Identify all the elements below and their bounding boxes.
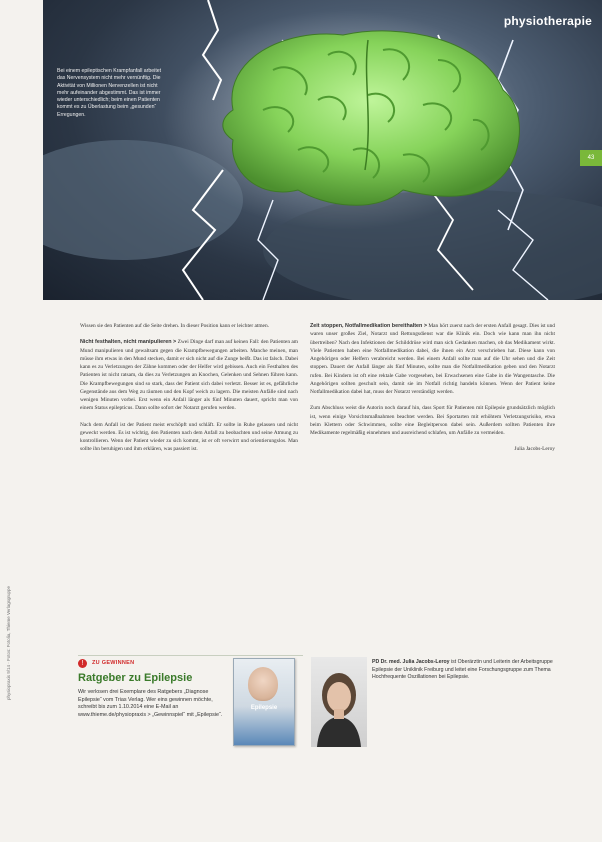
author-bio-text: ist Oberärztin und Leiterin der Arbeitsgruppe Epilepsie der Uniklinik Freiburg und leitet eine Forschungsgruppe zum Thema Hochfrequente Oszillationen bei Epilepsie. — [372, 659, 553, 681]
hero-image — [43, 0, 602, 300]
paragraph — [80, 338, 298, 412]
side-credit: physiopraxis 9/14 · Fotos: Fotolia, Thieme Verlagsgruppe — [6, 586, 11, 700]
paragraph-text: Wissen sie den Patienten auf die Seite drehen. In dieser Position kann er leichter atmen. — [80, 323, 269, 329]
page-number: 43 — [580, 150, 602, 166]
paragraph — [310, 404, 555, 437]
giveaway-tag: ZU GEWINNEN — [92, 660, 135, 666]
paragraph-text: Zwei Dinge darf man auf keinen Fall: den Patienten am Mund manipulieren und gewaltsam gegen die Krampfbewegungen arbeiten. Manche meinen, man müsse ihm etwas in den Mund stecken, damit er sich nicht auf die Zunge beißt. Das ist falsch. Dabei kann es zu Verletzungen der Zähne kommen oder der Helfer wird gebissen. Auch ein Festhalten des Patienten ist nicht ratsam, da dies zu Verletzungen an Knochen, Gelenken und Sehnen führen kann. Die Krampfbewegungen sind so stark, dass der Patient sich dabei verletzt. Besser ist es, gefährliche Gegenstände aus dem Weg zu räumen und den Kopf weich zu lagern. Die meisten Anfälle sind nach wenigen Minuten vorbei. Erst wenn ein Anfall länger als fünf Minuten dauert, spricht man von einem Status epilepticus. Dann sollte sofort der Notarzt gerufen werden. — [80, 339, 298, 412]
paragraph-text: Zum Abschluss weist die Autorin noch darauf hin, dass Sport für Patienten mit Epilepsie grundsätzlich möglich ist, wenn einige Vorsichtsmaßnahmen beachtet werden. Bei Sportarten mit erhöhtem Verletzungsrisiko, etwa beim Klettern oder Schwimmen, sollte eine Begleitperson dabei sein. Außerdem sollten Patienten ihre Medikamente regelmäßig einnehmen und ausreichend schlafen, um Anfälle zu vermeiden. — [310, 405, 555, 436]
book-cover-photo — [248, 667, 278, 701]
giveaway-box — [78, 655, 303, 748]
paragraph — [80, 322, 298, 330]
subheading: Nicht festhalten, nicht manipulieren > — [80, 339, 177, 346]
paragraph — [310, 322, 555, 396]
giveaway-title: Ratgeber zu Epilepsie — [78, 672, 193, 684]
author-signature: Julia Jacobs-Leroy — [514, 446, 555, 453]
book-cover — [233, 658, 295, 746]
author-portrait — [311, 657, 367, 747]
paragraph-text: Man hört zuerst nach der ersten Anfall gesagt. Dies ist und waren unser großes Ziel, Notarzt und Rettungsdienst war die Klinik ein. Doch wie kann man ihn nicht übertreiben? Nach den Infektionen der Schilddrüse wird man sich Gedanken machen, ob das Medikament wirkt. Viele Patienten haben eine Notfallmedikation dabei, die ihnen ein Arzt verschrieben hat. Diese kann von Angehörigen oder Helfern verabreicht werden. Bei einem Anfall sollte man auf die Uhr sehen und die Zeit stoppen. Dauert der Anfall länger als fünf Minuten, sollte man die Notfallmedikation geben und den Notarzt rufen. Bei Kindern ist oft eine rektale Gabe vorgesehen, bei Erwachsenen eine Gabe in die Wangentasche. Die Angehörigen sollten geschult sein, damit sie im Notfall richtig handeln können. Wenn der Patient keine Notfallmedikation dabei hat, muss der Notarzt verständigt werden. — [310, 323, 555, 395]
book-title: Epilepsie — [250, 705, 278, 711]
paragraph — [80, 421, 298, 454]
author-bio — [372, 659, 557, 682]
article-right-column — [310, 322, 555, 462]
giveaway-badge: ! — [78, 659, 87, 668]
brain-lightning-illustration — [43, 0, 602, 300]
giveaway-text: Wir verlosen drei Exemplare des Ratgebers „Diagnose Epilepsie“ vom Trias Verlag. Wer eins gewinnen möchte, schreibt bis zum 1.10.2014 eine E-Mail an www.thieme.de/physiopraxis > „Gewinnspiel“ mit „Epilepsie“. — [78, 689, 223, 718]
image-caption: Bei einem epileptischen Krampfanfall arbeitet das Nervensystem nicht mehr vernünftig. Die Aktivität von Millionen Nervenzellen ist nicht mehr aufeinander abgestimmt. Das ist immer wieder unterschiedlich; beim einen Patienten kommt es zu Überlastung beim „gesunden“ Erregungen. — [57, 68, 162, 118]
article-left-column — [80, 322, 298, 462]
paragraph-text: Nach dem Anfall ist der Patient meist erschöpft und schläft. Er sollte in Ruhe gelassen und nicht geweckt werden. Es ist wichtig, den Patienten nach dem Anfall zu beobachten und seine Atmung zu kontrollieren. Wenn der Patient wieder zu sich kommt, ist er oft verwirrt und orientierungslos. Man sollte ihn beruhigen und ihm erklären, was passiert ist. — [80, 421, 298, 453]
author-name: PD Dr. med. Julia Jacobs-Leroy — [372, 659, 450, 665]
section-tag: physiotherapie — [503, 14, 592, 28]
subheading: Zeit stoppen, Notfallmedikation bereithalten > — [310, 323, 428, 329]
